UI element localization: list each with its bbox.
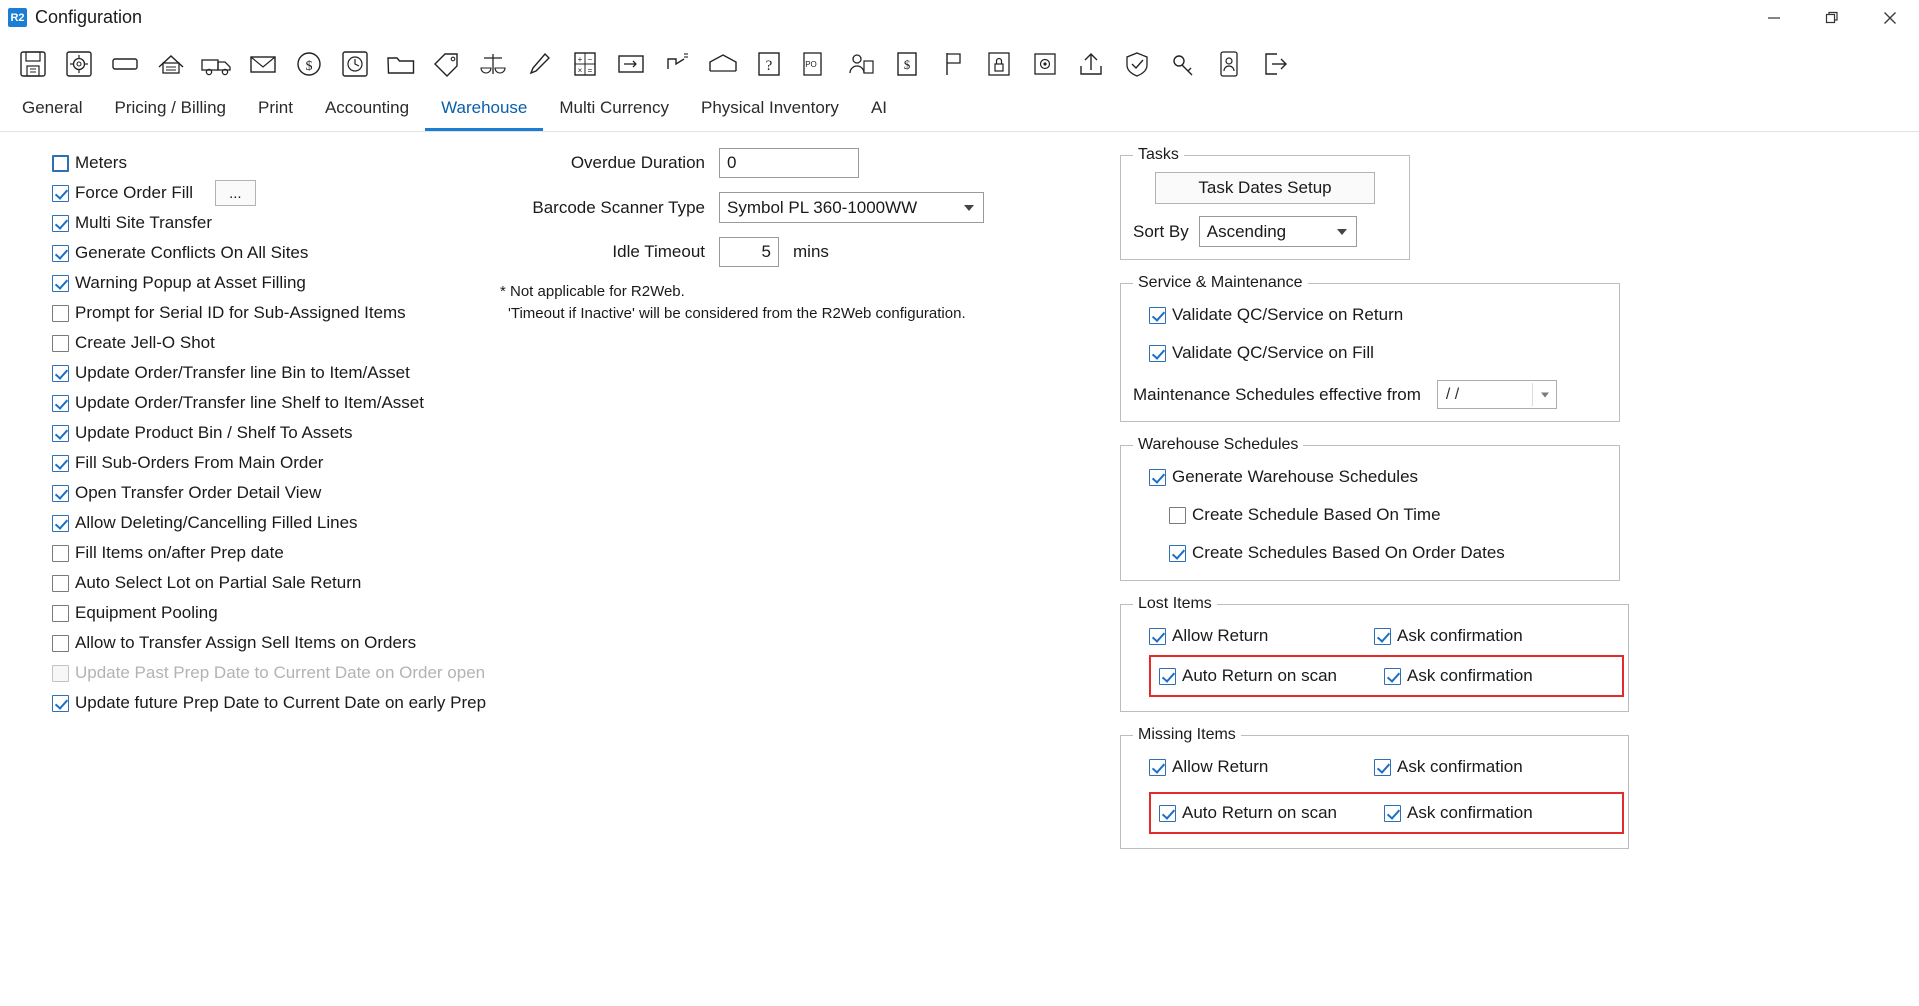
generate-conflicts-label: Generate Conflicts On All Sites [75, 243, 309, 262]
transfer-icon[interactable] [608, 42, 654, 86]
maintenance-effective-from-label: Maintenance Schedules effective from [1133, 384, 1421, 404]
sort-by-value: Ascending [1206, 221, 1287, 241]
checkbox-row-missing-auto-return-scan[interactable] [1159, 798, 1384, 828]
svg-text:?: ? [765, 58, 773, 74]
meters-checkbox[interactable] [52, 155, 69, 172]
update-bin-to-item-checkbox[interactable] [52, 365, 69, 382]
checkbox-row-open-transfer-order-detail[interactable] [52, 478, 522, 508]
schedule-based-on-time-label: Create Schedule Based On Time [1192, 505, 1441, 524]
lost-items-group [1120, 595, 1629, 712]
update-shelf-to-item-label: Update Order/Transfer line Shelf to Item/Asset [75, 393, 424, 412]
calculator-icon[interactable] [562, 42, 608, 86]
window-controls [1745, 0, 1919, 36]
idle-timeout-note [500, 281, 1080, 325]
missing-items-auto-return-highlight [1149, 792, 1624, 834]
money-bill-icon[interactable] [884, 42, 930, 86]
sort-by-select[interactable] [1199, 216, 1357, 247]
barcode-scanner-type-value: Symbol PL 360-1000WW [727, 197, 918, 217]
delivery-truck-icon[interactable] [194, 42, 240, 86]
upload-icon[interactable] [1068, 42, 1114, 86]
missing-auto-return-scan-label: Auto Return on scan [1182, 803, 1337, 822]
allow-delete-filled-lines-label: Allow Deleting/Cancelling Filled Lines [75, 513, 358, 532]
warehouse-icon[interactable] [700, 42, 746, 86]
settings-gear-icon[interactable] [56, 42, 102, 86]
lost-auto-return-scan-ask-label: Ask confirmation [1407, 666, 1533, 685]
flag-icon[interactable] [930, 42, 976, 86]
warehouse-settings-fields [500, 148, 1080, 325]
update-product-bin-shelf-label: Update Product Bin / Shelf To Assets [75, 423, 353, 442]
equipment-pooling-checkbox[interactable] [52, 605, 69, 622]
update-future-prep-date-label: Update future Prep Date to Current Date on early Prep [75, 693, 487, 712]
overdue-duration-input[interactable]: 0 [719, 148, 859, 178]
missing-allow-return-label: Allow Return [1172, 757, 1269, 776]
checkbox-row-fill-items-prep-date[interactable] [52, 538, 522, 568]
generate-conflicts-checkbox[interactable] [52, 245, 69, 262]
svg-text:$: $ [903, 57, 911, 72]
warehouse-right-panel [1120, 146, 1640, 863]
barcode-scanner-icon[interactable] [654, 42, 700, 86]
config-gear-icon[interactable] [1022, 42, 1068, 86]
validate-qc-fill-checkbox[interactable] [1149, 345, 1166, 362]
checkbox-row-auto-select-lot[interactable] [52, 568, 522, 598]
folder-icon[interactable] [378, 42, 424, 86]
checkbox-row-generate-warehouse-schedules[interactable] [1149, 462, 1607, 492]
prompt-serial-id-checkbox[interactable] [52, 305, 69, 322]
checkbox-row-force-order-fill[interactable] [52, 178, 522, 208]
validate-qc-return-checkbox[interactable] [1149, 307, 1166, 324]
idle-timeout-note-line2: 'Timeout if Inactive' will be considered from the R2Web configuration. [508, 304, 966, 322]
tag-icon[interactable] [424, 42, 470, 86]
open-transfer-order-detail-checkbox[interactable] [52, 485, 69, 502]
fill-sub-orders-checkbox[interactable] [52, 455, 69, 472]
checkbox-row-lost-allow-return-ask[interactable] [1374, 621, 1604, 651]
checkbox-row-generate-conflicts[interactable] [52, 238, 522, 268]
checkbox-row-lost-allow-return[interactable] [1149, 621, 1374, 651]
warehouse-options-list [52, 148, 522, 718]
checkbox-row-multi-site-transfer[interactable] [52, 208, 522, 238]
fill-sub-orders-label: Fill Sub-Orders From Main Order [75, 453, 324, 472]
checkbox-row-equipment-pooling[interactable] [52, 598, 522, 628]
checkbox-row-allow-delete-filled-lines[interactable] [52, 508, 522, 538]
checkbox-row-lost-auto-return-scan-ask[interactable] [1384, 661, 1614, 691]
update-past-prep-date-checkbox [52, 665, 69, 682]
equipment-pooling-label: Equipment Pooling [75, 603, 218, 622]
checkbox-row-prompt-serial-id[interactable] [52, 298, 522, 328]
checkbox-row-lost-auto-return-scan[interactable] [1159, 661, 1384, 691]
lock-icon[interactable] [976, 42, 1022, 86]
help-icon[interactable] [746, 42, 792, 86]
warning-popup-label: Warning Popup at Asset Filling [75, 273, 306, 292]
chevron-down-icon [1541, 392, 1549, 397]
warehouse-schedules-group [1120, 436, 1620, 581]
create-jello-shot-label: Create Jell-O Shot [75, 333, 215, 352]
tab-multi-currency[interactable]: Multi Currency [559, 98, 669, 117]
svg-text:=: = [587, 66, 593, 75]
maintenance-effective-from-date-picker[interactable] [1437, 380, 1557, 409]
update-bin-to-item-label: Update Order/Transfer line Bin to Item/Asset [75, 363, 410, 382]
lost-allow-return-ask-checkbox[interactable] [1374, 628, 1391, 645]
missing-auto-return-scan-ask-checkbox[interactable] [1384, 805, 1401, 822]
tab-general[interactable]: General [22, 98, 83, 117]
checkbox-row-update-future-prep-date[interactable] [52, 688, 522, 718]
app-logo-badge: R2 [8, 8, 27, 27]
auto-select-lot-checkbox[interactable] [52, 575, 69, 592]
idle-timeout-units-label: mins [793, 242, 829, 261]
date-picker-separator [1532, 383, 1533, 406]
meters-label: Meters [75, 153, 127, 172]
svg-text:$: $ [305, 59, 313, 74]
checkbox-row-update-shelf-to-item[interactable] [52, 388, 522, 418]
scale-icon[interactable] [470, 42, 516, 86]
barcode-scanner-type-label: Barcode Scanner Type [532, 197, 705, 217]
generate-warehouse-schedules-checkbox[interactable] [1149, 469, 1166, 486]
checkbox-row-allow-transfer-assign-sell-items[interactable] [52, 628, 522, 658]
tab-bar [0, 92, 1919, 132]
update-shelf-to-item-checkbox[interactable] [52, 395, 69, 412]
overdue-duration-row [500, 148, 1080, 178]
checkbox-row-warning-popup[interactable] [52, 268, 522, 298]
key-icon[interactable] [1160, 42, 1206, 86]
tab-physical-inventory[interactable]: Physical Inventory [700, 98, 839, 117]
prompt-serial-id-label: Prompt for Serial ID for Sub-Assigned Items [75, 303, 406, 322]
chevron-down-icon [1337, 229, 1347, 235]
checkbox-row-schedules-based-on-order-dates[interactable] [1169, 538, 1607, 568]
checkbox-row-missing-allow-return-ask[interactable] [1374, 752, 1604, 782]
card-icon[interactable] [102, 42, 148, 86]
update-past-prep-date-label: Update Past Prep Date to Current Date on Order open [75, 663, 486, 682]
po-person-icon[interactable] [838, 42, 884, 86]
save-icon[interactable] [10, 42, 56, 86]
restore-icon[interactable] [1803, 0, 1861, 36]
open-transfer-order-detail-label: Open Transfer Order Detail View [75, 483, 322, 502]
schedules-based-on-order-dates-label: Create Schedules Based On Order Dates [1192, 543, 1505, 562]
checkbox-row-meters[interactable] [52, 148, 522, 178]
multi-site-transfer-checkbox[interactable] [52, 215, 69, 232]
tab-pricing-billing[interactable]: Pricing / Billing [114, 98, 226, 117]
force-order-fill-checkbox[interactable] [52, 185, 69, 202]
checkbox-row-validate-qc-fill[interactable] [1149, 338, 1607, 368]
main-toolbar [0, 36, 1919, 92]
tasks-group [1120, 146, 1410, 260]
create-jello-shot-checkbox[interactable] [52, 335, 69, 352]
svg-text:+: + [577, 55, 583, 64]
idle-timeout-note-line1: * Not applicable for R2Web. [500, 283, 685, 300]
update-future-prep-date-checkbox[interactable] [52, 695, 69, 712]
checkbox-row-update-bin-to-item[interactable] [52, 358, 522, 388]
task-dates-setup-button[interactable]: Task Dates Setup [1155, 172, 1375, 204]
lost-auto-return-scan-ask-checkbox[interactable] [1384, 668, 1401, 685]
barcode-scanner-row [500, 192, 1080, 223]
tab-warehouse[interactable]: Warehouse [425, 92, 543, 131]
svg-text:×: × [577, 66, 583, 75]
mail-icon[interactable] [240, 42, 286, 86]
allow-transfer-assign-sell-items-label: Allow to Transfer Assign Sell Items on Orders [75, 633, 417, 652]
overdue-duration-label: Overdue Duration [570, 153, 705, 172]
sort-by-label: Sort By [1133, 221, 1189, 241]
checkbox-row-update-past-prep-date [52, 658, 522, 688]
idle-timeout-row [500, 237, 1080, 267]
missing-items-legend: Missing Items [1138, 726, 1236, 743]
shield-icon[interactable] [1114, 42, 1160, 86]
lost-allow-return-label: Allow Return [1172, 626, 1269, 645]
warning-popup-checkbox[interactable] [52, 275, 69, 292]
service-maintenance-group [1120, 274, 1620, 422]
checkbox-row-missing-allow-return[interactable] [1149, 752, 1374, 782]
svg-text:−: − [587, 55, 593, 64]
contact-card-icon[interactable] [1206, 42, 1252, 86]
allow-transfer-assign-sell-items-checkbox[interactable] [52, 635, 69, 652]
dollar-icon[interactable] [286, 42, 332, 86]
missing-allow-return-checkbox[interactable] [1149, 759, 1166, 776]
lost-allow-return-ask-label: Ask confirmation [1397, 626, 1523, 645]
missing-auto-return-scan-ask-label: Ask confirmation [1407, 803, 1533, 822]
title-bar [0, 0, 1919, 36]
warehouse-tab-panel [0, 132, 1919, 962]
print-invoice-icon[interactable] [148, 42, 194, 86]
validate-qc-return-label: Validate QC/Service on Return [1172, 305, 1404, 324]
service-maintenance-legend: Service & Maintenance [1138, 274, 1303, 291]
missing-allow-return-ask-label: Ask confirmation [1397, 757, 1523, 776]
checkbox-row-fill-sub-orders[interactable] [52, 448, 522, 478]
svg-text:PO: PO [805, 60, 817, 69]
checkbox-row-schedule-based-on-time[interactable] [1169, 500, 1607, 530]
lost-allow-return-checkbox[interactable] [1149, 628, 1166, 645]
allow-delete-filled-lines-checkbox[interactable] [52, 515, 69, 532]
exit-icon[interactable] [1252, 42, 1298, 86]
schedules-based-on-order-dates-checkbox[interactable] [1169, 545, 1186, 562]
chevron-down-icon [964, 205, 974, 211]
warehouse-schedules-legend: Warehouse Schedules [1138, 436, 1299, 453]
fill-items-prep-date-checkbox[interactable] [52, 545, 69, 562]
tab-print[interactable]: Print [257, 98, 293, 117]
tab-ai[interactable]: AI [870, 98, 887, 117]
lost-auto-return-scan-checkbox[interactable] [1159, 668, 1176, 685]
purchase-order-icon[interactable] [792, 42, 838, 86]
clock-gear-icon[interactable] [332, 42, 378, 86]
brush-icon[interactable] [516, 42, 562, 86]
force-order-fill-ellipsis-button[interactable]: ... [215, 180, 256, 206]
lost-items-auto-return-highlight [1149, 655, 1624, 697]
checkbox-row-validate-qc-return[interactable] [1149, 300, 1607, 330]
missing-allow-return-ask-checkbox[interactable] [1374, 759, 1391, 776]
idle-timeout-label: Idle Timeout [612, 242, 705, 261]
window-title: Configuration [35, 7, 143, 27]
close-icon[interactable] [1861, 0, 1919, 36]
schedule-based-on-time-checkbox[interactable] [1169, 507, 1186, 524]
lost-auto-return-scan-label: Auto Return on scan [1182, 666, 1337, 685]
barcode-scanner-type-select[interactable] [719, 192, 984, 223]
missing-auto-return-scan-checkbox[interactable] [1159, 805, 1176, 822]
force-order-fill-label: Force Order Fill [75, 183, 194, 202]
checkbox-row-missing-auto-return-scan-ask[interactable] [1384, 798, 1614, 828]
lost-items-allow-return-row [1149, 621, 1616, 651]
validate-qc-fill-label: Validate QC/Service on Fill [1172, 343, 1374, 362]
minimize-icon[interactable] [1745, 0, 1803, 36]
missing-items-group [1120, 726, 1629, 849]
idle-timeout-input[interactable]: 5 [719, 237, 779, 267]
lost-items-legend: Lost Items [1138, 595, 1212, 612]
fill-items-prep-date-label: Fill Items on/after Prep date [75, 543, 284, 562]
checkbox-row-create-jello-shot[interactable] [52, 328, 522, 358]
checkbox-row-update-product-bin-shelf[interactable] [52, 418, 522, 448]
auto-select-lot-label: Auto Select Lot on Partial Sale Return [75, 573, 362, 592]
generate-warehouse-schedules-label: Generate Warehouse Schedules [1172, 467, 1419, 486]
tab-accounting[interactable]: Accounting [324, 98, 410, 117]
multi-site-transfer-label: Multi Site Transfer [75, 213, 212, 232]
update-product-bin-shelf-checkbox[interactable] [52, 425, 69, 442]
tasks-legend: Tasks [1138, 146, 1179, 163]
missing-items-allow-return-row [1149, 752, 1616, 782]
maintenance-effective-from-value: / / [1445, 385, 1460, 403]
